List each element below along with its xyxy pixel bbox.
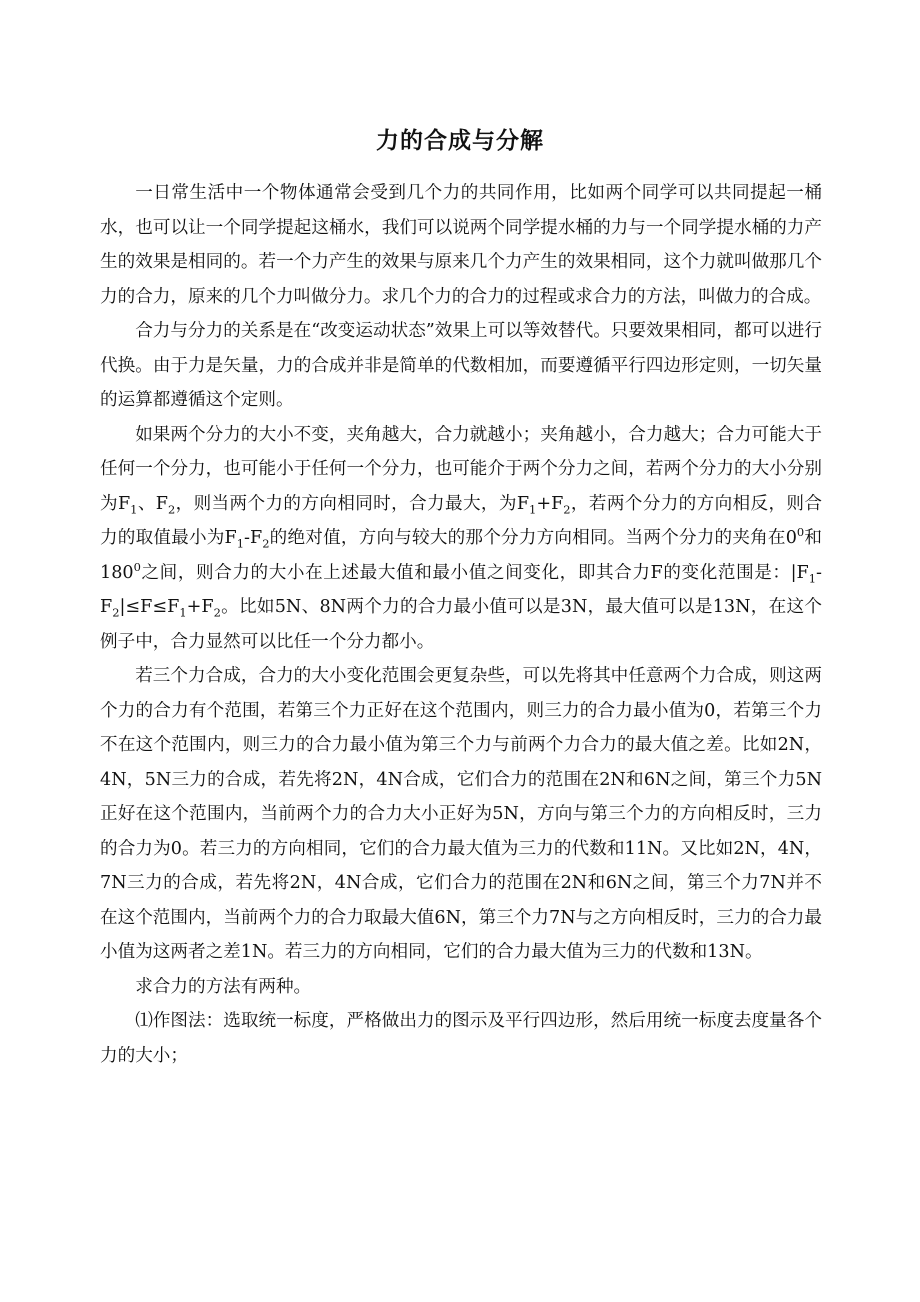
subscript: 1 xyxy=(236,536,245,551)
subscript: 1 xyxy=(179,605,187,620)
text-run: 的绝对值，方向与较大的那个分力方向相同。当两个分力的夹角在0 xyxy=(269,528,797,548)
document-title: 力的合成与分解 xyxy=(376,128,544,154)
paragraph-6: ⑴作图法：选取统一标度，严格做出力的图示及平行四边形，然后用统一标度去度量各个力的大小； xyxy=(100,1011,822,1066)
paragraph-5: 求合力的方法有两种。 xyxy=(135,976,312,997)
text-run: +F xyxy=(186,597,214,617)
text-run: |≤F≤F xyxy=(119,597,180,617)
text-run: -F xyxy=(244,528,263,548)
text-run: ，则当两个力的方向相同时，合力最大，为F xyxy=(175,493,530,514)
subscript: 1 xyxy=(529,502,537,517)
text-run: 和180 xyxy=(100,528,822,583)
text-run: 。比如5N、8N两个力的合力最小值可以是3N，最大值可以是13N，在这个例子中，合力显然可以比任一个分力都小。 xyxy=(100,597,822,652)
text-run: -F xyxy=(100,562,822,617)
paragraph-2: 合力与分力的关系是在“改变运动状态”效果上可以等效替代。只要效果相同，都可以进行代换。由于力是矢量，力的合成并非是简单的代数相加，而要遵循平行四边形定则，一切矢量的运算都遵循这个定则。 xyxy=(100,321,822,410)
text-run: 、F xyxy=(137,493,168,514)
subscript: 1 xyxy=(808,571,817,586)
paragraph-1: 一日常生活中一个物体通常会受到几个力的共同作用，比如两个同学可以共同提起一桶水，也可以让一个同学提起这桶水，我们可以说两个同学提水桶的力与一个同学提水桶的力产生的效果是相同的。若一个力产生的效果与原来几个力产生的效果相同，这个力就叫做那几个力的合力，原来的几个力叫做分力。求几个力的合力的过程或求合力的方法，叫做力的合成。 xyxy=(100,183,822,307)
subscript: 1 xyxy=(130,502,138,517)
superscript: 0 xyxy=(796,525,805,540)
text-run: 之间，则合力的大小在上述最大值和最小值之间变化，即其合力F的变化范围是：|F xyxy=(140,562,809,583)
document-body xyxy=(100,176,822,1073)
subscript: 2 xyxy=(112,605,120,620)
text-run: +F xyxy=(536,493,564,514)
text-run: ，若两个分力的方向相反，则合力的取值最小为F xyxy=(100,493,822,548)
subscript: 2 xyxy=(563,502,571,517)
paragraph-3 xyxy=(100,418,822,660)
subscript: 2 xyxy=(167,502,176,517)
subscript: 2 xyxy=(262,536,270,551)
text-run: 如果两个分力的大小不变，夹角越大，合力就越小；夹角越小，合力越大；合力可能大于任何一个分力，也可能小于任何一个分力，也可能介于两个分力之间，若两个分力的大小分别为F xyxy=(100,424,822,514)
subscript: 2 xyxy=(213,605,221,620)
superscript: 0 xyxy=(133,559,141,574)
paragraph-4: 若三个力合成，合力的大小变化范围会更复杂些，可以先将其中任意两个力合成，则这两个力的合力有个范围，若第三个力正好在这个范围内，则三力的合力最小值为0，若第三个力不在这个范围内，则三力的合力最小值为第三个力与前两个力合力的最大值之差。比如2N，4N，5N三力的合成，若先将2N，4N合成，它们合力的范围在2N和6N之间，第三个力5N正好在这个范围内，当前两个力的合力大小正好为5N，方向与第三个力的方向相反时，三力的合力为0。若三力的方向相同，它们的合力最大值为三力的代数和11N。又比如2N，4N，7N三力的合成，若先将2N，4N合成，它们合力的范围在2N和6N之间，第三个力7N并不在这个范围内，当前两个力的合力取最大值6N，第三个力7N与之方向相反时，三力的合力最小值为这两者之差1N。若三力的方向相同，它们的合力最大值为三力的代数和13N。 xyxy=(100,666,822,962)
